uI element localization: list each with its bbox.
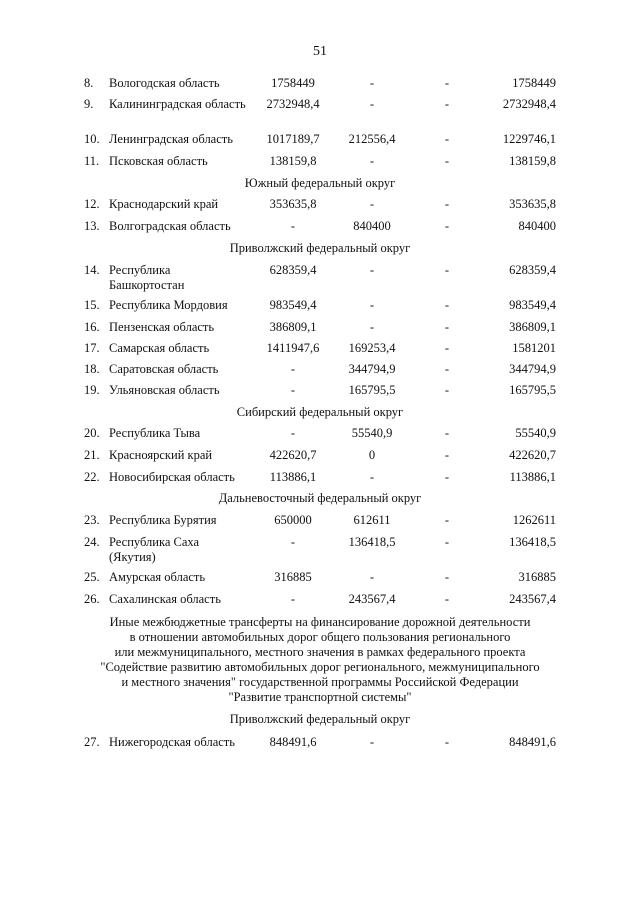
amount-col-3: - xyxy=(444,426,450,440)
amount-col-3: - xyxy=(444,263,450,277)
amount-col-1: 1411947,6 xyxy=(266,341,320,355)
amount-col-1: 422620,7 xyxy=(269,448,317,462)
table-row xyxy=(0,513,640,528)
amount-col-1: 2732948,4 xyxy=(266,97,320,111)
amount-total: 344794,9 xyxy=(509,362,556,376)
table-row xyxy=(0,97,640,125)
amount-col-3: - xyxy=(444,320,450,334)
amount-col-3: - xyxy=(444,448,450,462)
table-row xyxy=(0,132,640,147)
amount-col-3: - xyxy=(444,592,450,606)
region-name: Псковская область xyxy=(109,154,208,168)
federal-district-heading: Сибирский федеральный округ xyxy=(236,405,404,419)
description-line: "Развитие транспортной системы" xyxy=(228,690,412,704)
amount-total: 165795,5 xyxy=(509,383,556,397)
table-row xyxy=(0,298,640,313)
amount-col-1: 1017189,7 xyxy=(266,132,320,146)
region-name: Калининградская область xyxy=(109,97,246,111)
region-name: Пензенская область xyxy=(109,320,215,334)
amount-col-2: - xyxy=(369,320,375,334)
row-number: 19. xyxy=(84,383,100,397)
row-number: 21. xyxy=(84,448,100,462)
amount-col-3: - xyxy=(444,76,450,90)
amount-col-1: 628359,4 xyxy=(269,263,317,277)
amount-col-3: - xyxy=(444,219,450,233)
amount-col-3: - xyxy=(444,197,450,211)
table-row xyxy=(0,341,640,356)
transfer-description xyxy=(0,615,640,705)
amount-col-2: 0 xyxy=(368,448,376,462)
table-row xyxy=(0,535,640,563)
amount-total: 848491,6 xyxy=(509,735,556,749)
table-row xyxy=(0,219,640,234)
region-name: Новосибирская область xyxy=(109,470,235,484)
description-line: в отношении автомобильных дорог общего пользования регионального xyxy=(129,630,511,644)
region-name: Краснодарский край xyxy=(109,197,219,211)
region-name: Амурская область xyxy=(109,570,206,584)
amount-col-2: - xyxy=(369,470,375,484)
table-row xyxy=(0,448,640,463)
amount-col-3: - xyxy=(444,570,450,584)
amount-total: 243567,4 xyxy=(509,592,556,606)
row-number: 18. xyxy=(84,362,100,376)
row-number: 17. xyxy=(84,341,100,355)
amount-col-2: - xyxy=(369,154,375,168)
amount-total: 113886,1 xyxy=(509,470,556,484)
amount-col-2: - xyxy=(369,263,375,277)
region-name: Республика Бурятия xyxy=(109,513,217,527)
amount-col-3: - xyxy=(444,513,450,527)
region-name: Республика Мордовия xyxy=(109,298,228,312)
row-number: 26. xyxy=(84,592,100,606)
amount-total: 353635,8 xyxy=(509,197,556,211)
table-row xyxy=(0,426,640,441)
row-number: 20. xyxy=(84,426,100,440)
amount-col-2: 840400 xyxy=(353,219,391,233)
amount-col-2: 212556,4 xyxy=(348,132,396,146)
amount-col-3: - xyxy=(444,154,450,168)
amount-total: 1262611 xyxy=(512,513,556,527)
row-number: 14. xyxy=(84,263,100,277)
amount-col-2: - xyxy=(369,298,375,312)
budget-table xyxy=(0,76,640,750)
amount-total: 1758449 xyxy=(512,76,556,90)
amount-col-1: - xyxy=(290,383,296,397)
table-row xyxy=(0,592,640,607)
amount-col-1: - xyxy=(290,219,296,233)
region-name: Красноярский край xyxy=(109,448,213,462)
amount-total: 1581201 xyxy=(512,341,556,355)
federal-district-heading: Южный федеральный округ xyxy=(244,176,396,190)
region-name: Вологодская область xyxy=(109,76,220,90)
amount-col-1: 386809,1 xyxy=(269,320,317,334)
description-line: и местного значения" государственной программы Российской Федерации xyxy=(121,675,519,689)
region-name: Нижегородская область xyxy=(109,735,235,749)
amount-col-3: - xyxy=(444,535,450,549)
amount-col-3: - xyxy=(444,735,450,749)
amount-total: 422620,7 xyxy=(509,448,556,462)
amount-total: 1229746,1 xyxy=(502,132,556,146)
amount-col-3: - xyxy=(444,298,450,312)
amount-col-2: 344794,9 xyxy=(348,362,396,376)
row-number: 10. xyxy=(84,132,100,146)
table-row xyxy=(0,263,640,291)
amount-col-2: 243567,4 xyxy=(348,592,396,606)
amount-col-3: - xyxy=(444,132,450,146)
row-number: 13. xyxy=(84,219,100,233)
region-name: Республика Башкортостан xyxy=(109,263,185,292)
amount-col-2: 612611 xyxy=(353,513,391,527)
table-row xyxy=(0,735,640,750)
amount-total: 386809,1 xyxy=(509,320,556,334)
table-row xyxy=(0,362,640,377)
region-name: Сахалинская область xyxy=(109,592,221,606)
row-number: 23. xyxy=(84,513,100,527)
row-number: 15. xyxy=(84,298,100,312)
amount-col-3: - xyxy=(444,341,450,355)
amount-col-1: - xyxy=(290,592,296,606)
federal-district-heading: Приволжский федеральный округ xyxy=(229,241,411,255)
table-row xyxy=(0,320,640,335)
row-number: 12. xyxy=(84,197,100,211)
row-number: 11. xyxy=(84,154,100,168)
amount-total: 628359,4 xyxy=(509,263,556,277)
amount-col-3: - xyxy=(444,97,450,111)
row-number: 8. xyxy=(84,76,94,90)
amount-col-2: 55540,9 xyxy=(351,426,393,440)
amount-col-1: 650000 xyxy=(274,513,312,527)
federal-district-heading: Дальневосточный федеральный округ xyxy=(218,491,422,505)
table-row xyxy=(0,76,640,91)
amount-total: 55540,9 xyxy=(515,426,556,440)
amount-col-1: 983549,4 xyxy=(269,298,317,312)
amount-col-1: 138159,8 xyxy=(269,154,317,168)
amount-col-2: 169253,4 xyxy=(348,341,396,355)
amount-col-2: - xyxy=(369,570,375,584)
amount-total: 840400 xyxy=(518,219,556,233)
amount-col-3: - xyxy=(444,470,450,484)
amount-col-2: - xyxy=(369,97,375,111)
region-name: Волгоградская область xyxy=(109,219,231,233)
description-line: Иные межбюджетные трансферты на финансирование дорожной деятельности xyxy=(109,615,531,629)
row-number: 27. xyxy=(84,735,100,749)
amount-col-1: 848491,6 xyxy=(269,735,317,749)
amount-total: 136418,5 xyxy=(509,535,556,549)
amount-col-1: - xyxy=(290,535,296,549)
region-name: Ульяновская область xyxy=(109,383,220,397)
description-line: "Содействие развитию автомобильных дорог регионального, межмуниципального xyxy=(100,660,540,674)
amount-total: 2732948,4 xyxy=(502,97,556,111)
amount-col-1: 1758449 xyxy=(271,76,315,90)
row-number: 24. xyxy=(84,535,100,549)
table-row xyxy=(0,570,640,585)
region-name: Ленинградская область xyxy=(109,132,233,146)
row-number: 22. xyxy=(84,470,100,484)
row-number: 25. xyxy=(84,570,100,584)
region-name: Саратовская область xyxy=(109,362,219,376)
amount-total: 316885 xyxy=(518,570,556,584)
federal-district-heading: Приволжский федеральный округ xyxy=(229,712,411,726)
table-row xyxy=(0,154,640,169)
region-name: Республика Саха (Якутия) xyxy=(109,535,200,564)
table-row xyxy=(0,470,640,485)
row-number: 16. xyxy=(84,320,100,334)
description-line: или межмуниципального, местного значения в рамках федерального проекта xyxy=(114,645,526,659)
amount-col-2: - xyxy=(369,735,375,749)
amount-col-2: - xyxy=(369,197,375,211)
amount-total: 983549,4 xyxy=(509,298,556,312)
amount-col-1: 113886,1 xyxy=(269,470,317,484)
amount-col-3: - xyxy=(444,362,450,376)
amount-col-1: - xyxy=(290,362,296,376)
table-row xyxy=(0,383,640,398)
amount-col-2: 136418,5 xyxy=(348,535,396,549)
amount-col-3: - xyxy=(444,383,450,397)
amount-total: 138159,8 xyxy=(509,154,556,168)
region-name: Самарская область xyxy=(109,341,210,355)
table-row xyxy=(0,197,640,212)
amount-col-1: - xyxy=(290,426,296,440)
amount-col-1: 316885 xyxy=(274,570,312,584)
page-number: 51 xyxy=(313,44,327,59)
amount-col-2: - xyxy=(369,76,375,90)
amount-col-1: 353635,8 xyxy=(269,197,317,211)
row-number: 9. xyxy=(84,97,94,111)
region-name: Республика Тыва xyxy=(109,426,201,440)
amount-col-2: 165795,5 xyxy=(348,383,396,397)
